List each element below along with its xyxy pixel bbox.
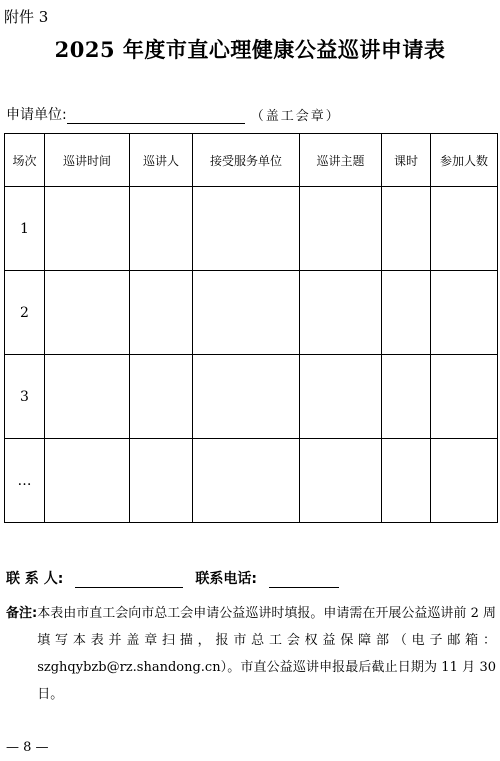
- table-cell[interactable]: [300, 271, 382, 355]
- table-cell[interactable]: [193, 187, 300, 271]
- table-cell[interactable]: [45, 187, 130, 271]
- contact-phone-field[interactable]: [269, 571, 339, 588]
- table-cell[interactable]: [130, 187, 193, 271]
- table-cell[interactable]: [431, 187, 498, 271]
- header-cell: 巡讲人: [130, 134, 193, 187]
- contact-row: [6, 568, 339, 588]
- contact-person-field[interactable]: [75, 571, 183, 588]
- applicant-row: [6, 104, 341, 124]
- session-number: 1: [5, 187, 45, 271]
- page-title: 2025 年度市直心理健康公益巡讲申请表: [54, 37, 446, 62]
- table-cell[interactable]: [382, 271, 431, 355]
- session-number: 3: [5, 355, 45, 439]
- table-cell[interactable]: [431, 271, 498, 355]
- table-cell[interactable]: [45, 439, 130, 523]
- seal-note: （盖工会章）: [250, 109, 341, 124]
- header-cell: 场次: [5, 134, 45, 187]
- header-cell: 参加人数: [431, 134, 498, 187]
- table-cell[interactable]: [431, 355, 498, 439]
- table-cell[interactable]: [130, 271, 193, 355]
- note-text: 本表由市直工会向市总工会申请公益巡讲时填报。申请需在开展公益巡讲前 2 周填写本表并盖章扫描，报市总工会权益保障部（电子邮箱：szghqybzb@rz.shandong.cn）。市直公益巡讲申报最后截止日期为 11 月 30 日。: [37, 606, 496, 702]
- table-cell[interactable]: [193, 355, 300, 439]
- table-cell[interactable]: [382, 187, 431, 271]
- table-cell[interactable]: [431, 439, 498, 523]
- table-cell[interactable]: [382, 439, 431, 523]
- table-row: [5, 439, 498, 523]
- applicant-field[interactable]: [67, 107, 245, 124]
- session-number: …: [5, 439, 45, 523]
- contact-phone-label: 联系电话:: [195, 571, 257, 587]
- table-cell[interactable]: [193, 271, 300, 355]
- table-cell[interactable]: [382, 355, 431, 439]
- table-row: [5, 271, 498, 355]
- table-cell[interactable]: [193, 439, 300, 523]
- header-cell: 巡讲时间: [45, 134, 130, 187]
- table-cell[interactable]: [130, 439, 193, 523]
- table-row: [5, 187, 498, 271]
- applicant-label: 申请单位:: [6, 107, 67, 123]
- table-cell[interactable]: [300, 187, 382, 271]
- table-row: [5, 355, 498, 439]
- contact-person-label: 联 系 人:: [6, 571, 64, 587]
- header-cell: 巡讲主题: [300, 134, 382, 187]
- application-table: [4, 133, 498, 523]
- table-cell[interactable]: [45, 355, 130, 439]
- table-cell[interactable]: [300, 439, 382, 523]
- header-cell: 接受服务单位: [193, 134, 300, 187]
- table-cell[interactable]: [130, 355, 193, 439]
- table-cell[interactable]: [45, 271, 130, 355]
- table-header-row: [5, 134, 498, 187]
- note-label: 备注:: [6, 606, 38, 621]
- note-block: [6, 600, 496, 708]
- header-cell: 课时: [382, 134, 431, 187]
- page-number: — 8 —: [6, 740, 49, 755]
- attachment-label: 附件 3: [4, 8, 49, 26]
- session-number: 2: [5, 271, 45, 355]
- table-cell[interactable]: [300, 355, 382, 439]
